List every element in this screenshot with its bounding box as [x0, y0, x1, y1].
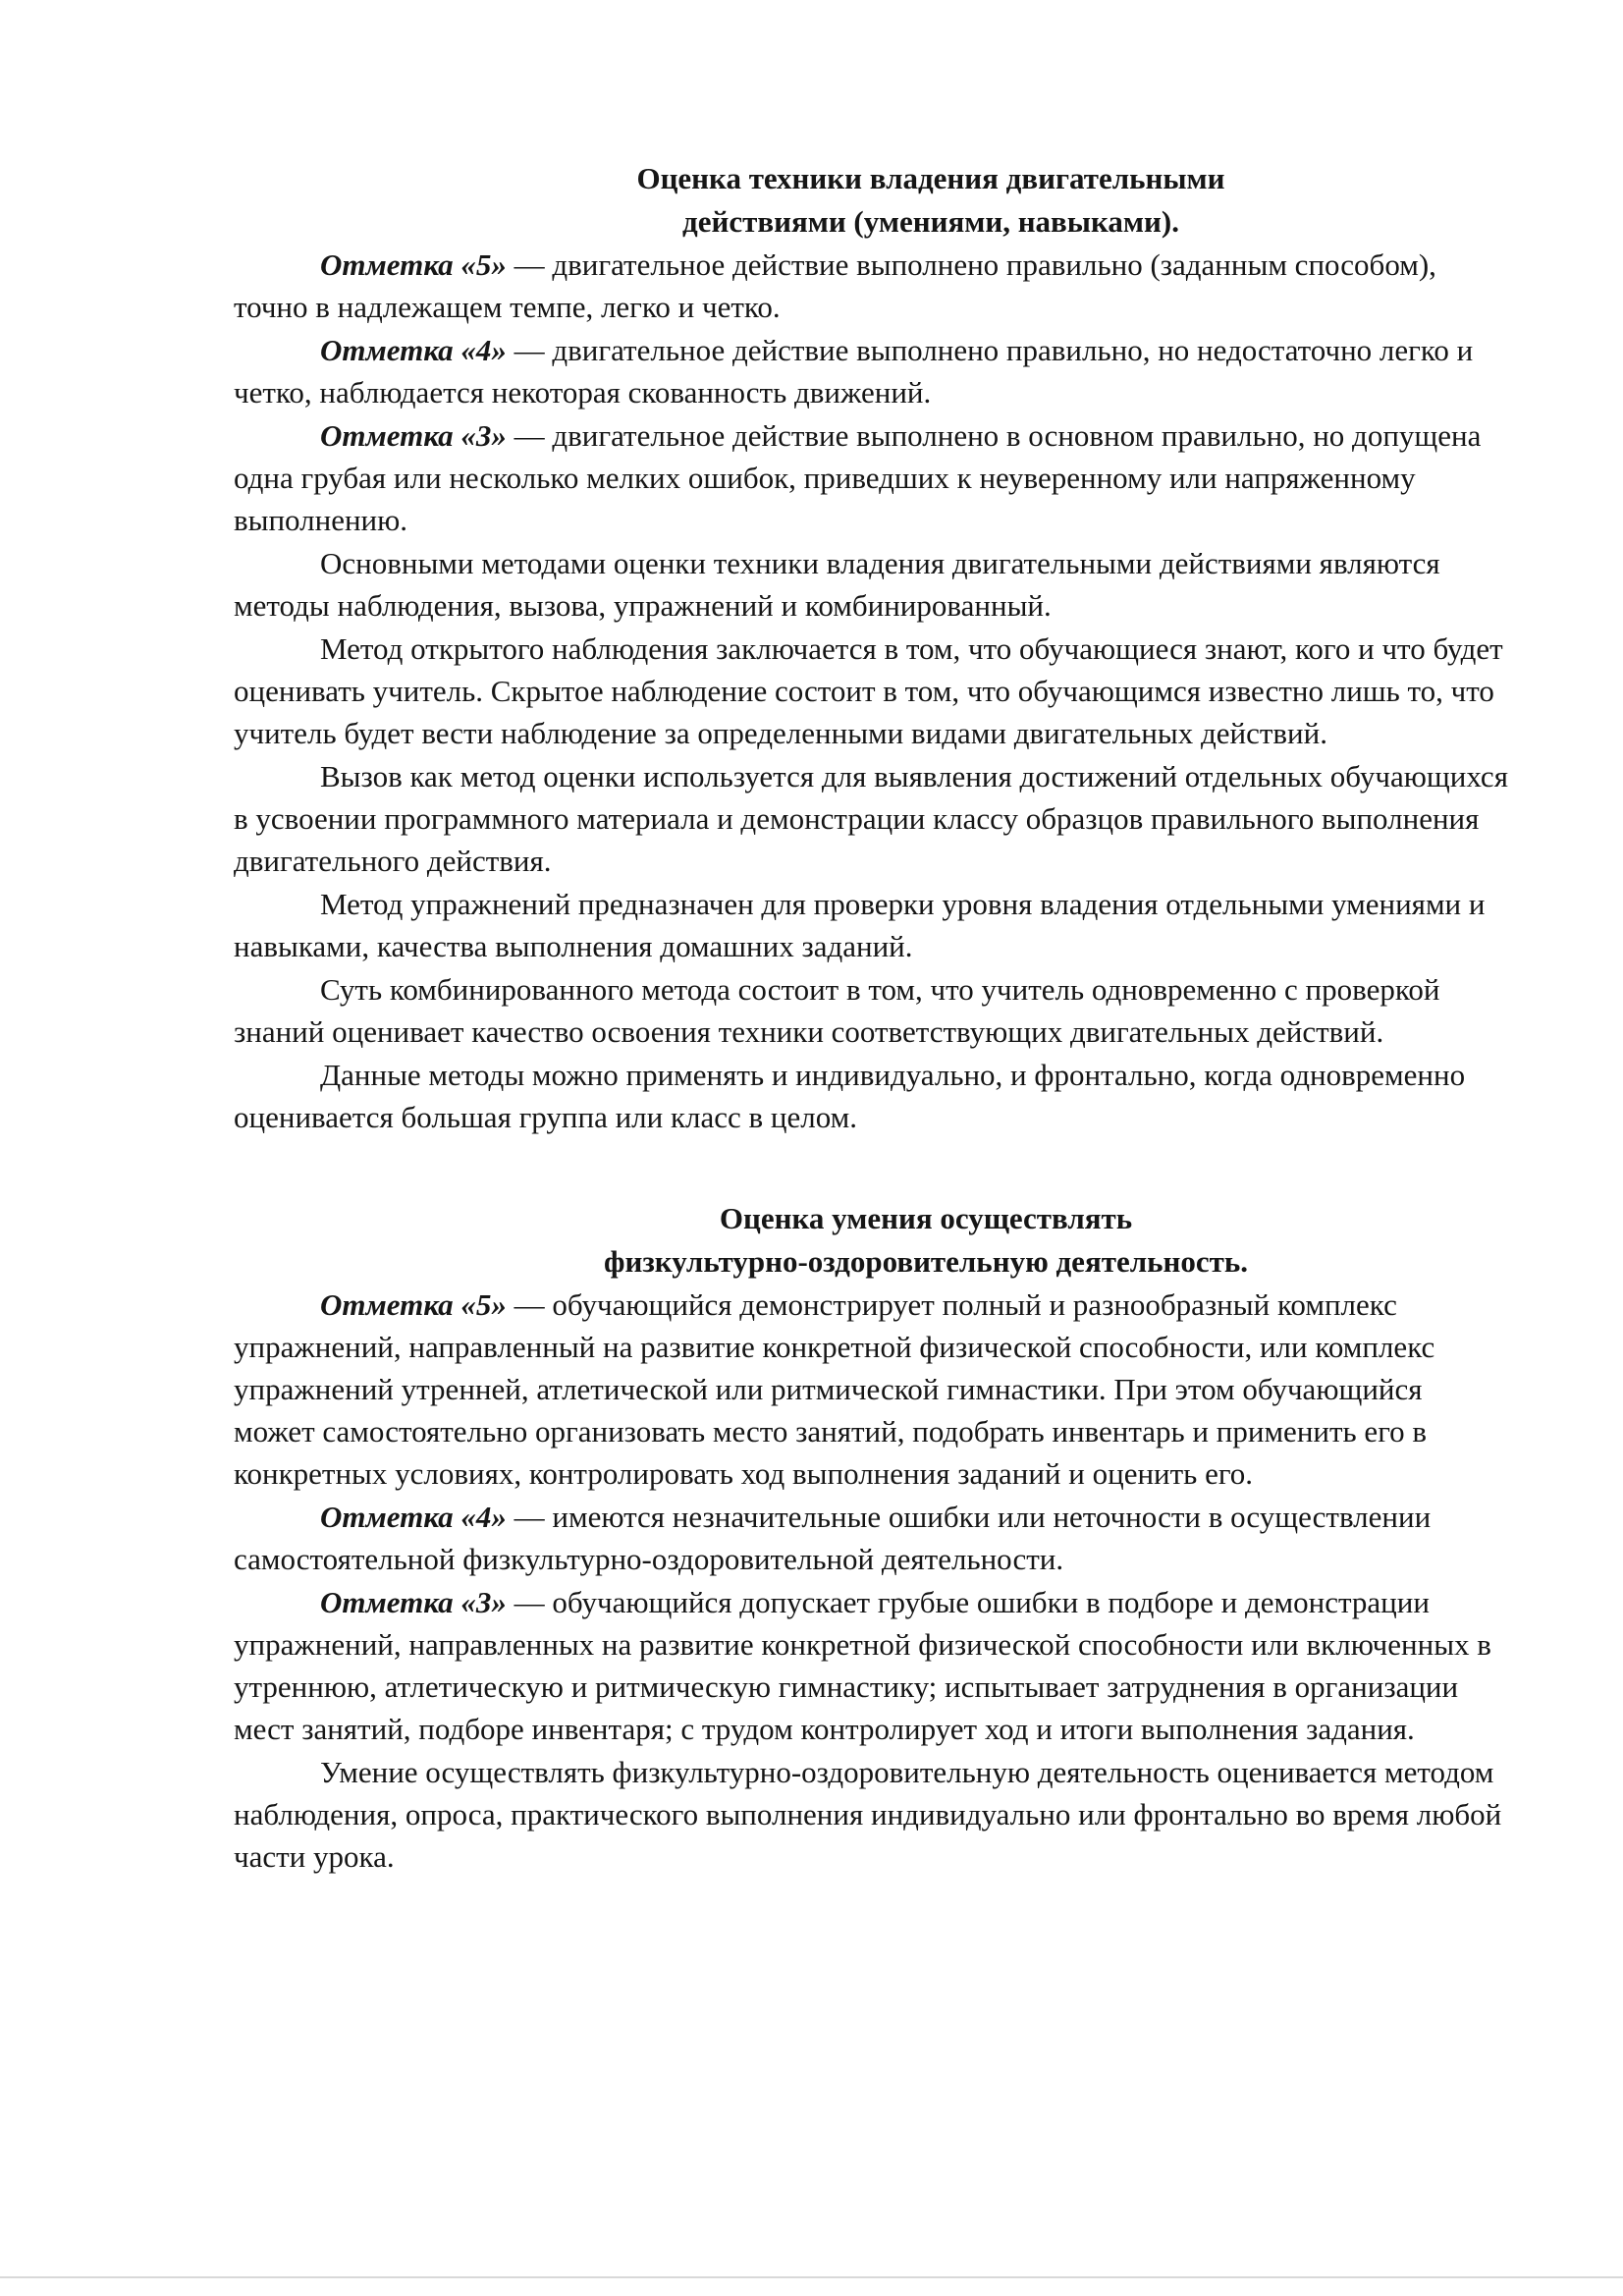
grade-mark: Отметка «5»: [320, 1287, 507, 1322]
body-paragraph: Умение осуществлять физкультурно-оздоровительную деятельность оценивается методом наблюдения, опроса, практического выполнения индивидуально или фронтально во время любой части урока.: [234, 1755, 1502, 1874]
grade-paragraph: [234, 1284, 1510, 1495]
section-title: [352, 157, 1510, 244]
section-title-line: физкультурно-оздоровительную деятельность.: [604, 1244, 1248, 1279]
body-paragraph: Метод открытого наблюдения заключается в том, что обучающиеся знают, кого и что будет оценивать учитель. Скрытое наблюдение состоит в том, что обучающимся известно лишь то, что учитель будет вести наблюдение за определенными видами двигательных действий.: [234, 631, 1503, 750]
grade-mark: Отметка «4»: [320, 1500, 507, 1534]
grade-paragraph: [234, 329, 1510, 413]
body-paragraph: Суть комбинированного метода состоит в том, что учитель одновременно с проверкой знаний оценивает качество освоения техники соответствующих двигательных действий.: [234, 972, 1440, 1049]
section-title-line: Оценка техники владения двигательными: [636, 161, 1225, 195]
grade-text: — обучающийся демонстрирует полный и разнообразный комплекс упражнений, направленный на развитие конкретной физической способности, или комплекс упражнений утренней, атлетической или ритмической гимнастики. При этом обучающийся может самостоятельно организовать место занятий, подобрать инвентарь и применить его в конкретных условиях, контролировать ход выполнения заданий и оценить его.: [234, 1287, 1435, 1491]
grade-paragraph: [234, 244, 1510, 328]
grade-text: — двигательное действие выполнено в основном правильно, но допущена одна грубая или несколько мелких ошибок, приведших к неуверенному или напряженному выполнению.: [234, 418, 1482, 537]
grade-mark: Отметка «3»: [320, 1585, 507, 1619]
section-fitness-activity: [234, 1197, 1510, 1878]
grade-paragraph: [234, 414, 1510, 541]
document-page: [234, 157, 1510, 1879]
grade-mark: Отметка «4»: [320, 333, 507, 367]
grade-text: — обучающийся допускает грубые ошибки в подборе и демонстрации упражнений, направленных на развитие конкретной физической способности или включенных в утреннюю, атлетическую и ритмическую гимнастику; испытывает затруднения в организации мест занятий, подборе инвентаря; с трудом контролирует ход и итоги выполнения задания.: [234, 1585, 1491, 1746]
section-title-line: действиями (умениями, навыками).: [682, 204, 1179, 239]
scan-edge-divider: [0, 2276, 1623, 2278]
grade-text: — имеются незначительные ошибки или неточности в осуществлении самостоятельной физкультурно-оздоровительной деятельности.: [234, 1500, 1432, 1576]
section-title: [342, 1197, 1510, 1284]
grade-paragraph: [234, 1581, 1510, 1750]
grade-mark: Отметка «3»: [320, 418, 507, 453]
grade-mark: Отметка «5»: [320, 247, 507, 282]
grade-paragraph: [234, 1496, 1510, 1580]
section-title-line: Оценка умения осуществлять: [719, 1201, 1133, 1235]
section-technique: [234, 157, 1510, 1138]
body-paragraph: Основными методами оценки техники владения двигательными действиями являются методы наблюдения, вызова, упражнений и комбинированный.: [234, 546, 1440, 623]
body-paragraph: Метод упражнений предназначен для проверки уровня владения отдельными умениями и навыками, качества выполнения домашних заданий.: [234, 887, 1486, 963]
body-paragraph: Вызов как метод оценки используется для выявления достижений отдельных обучающихся в усвоении программного материала и демонстрации классу образцов правильного выполнения двигательного действия.: [234, 759, 1508, 878]
grade-text: — двигательное действие выполнено правильно, но недостаточно легко и четко, наблюдается некоторая скованность движений.: [234, 333, 1474, 410]
body-paragraph: Данные методы можно применять и индивидуально, и фронтально, когда одновременно оценивается большая группа или класс в целом.: [234, 1058, 1466, 1134]
grade-text: — двигательное действие выполнено правильно (заданным способом), точно в надлежащем темпе, легко и четко.: [234, 247, 1436, 324]
